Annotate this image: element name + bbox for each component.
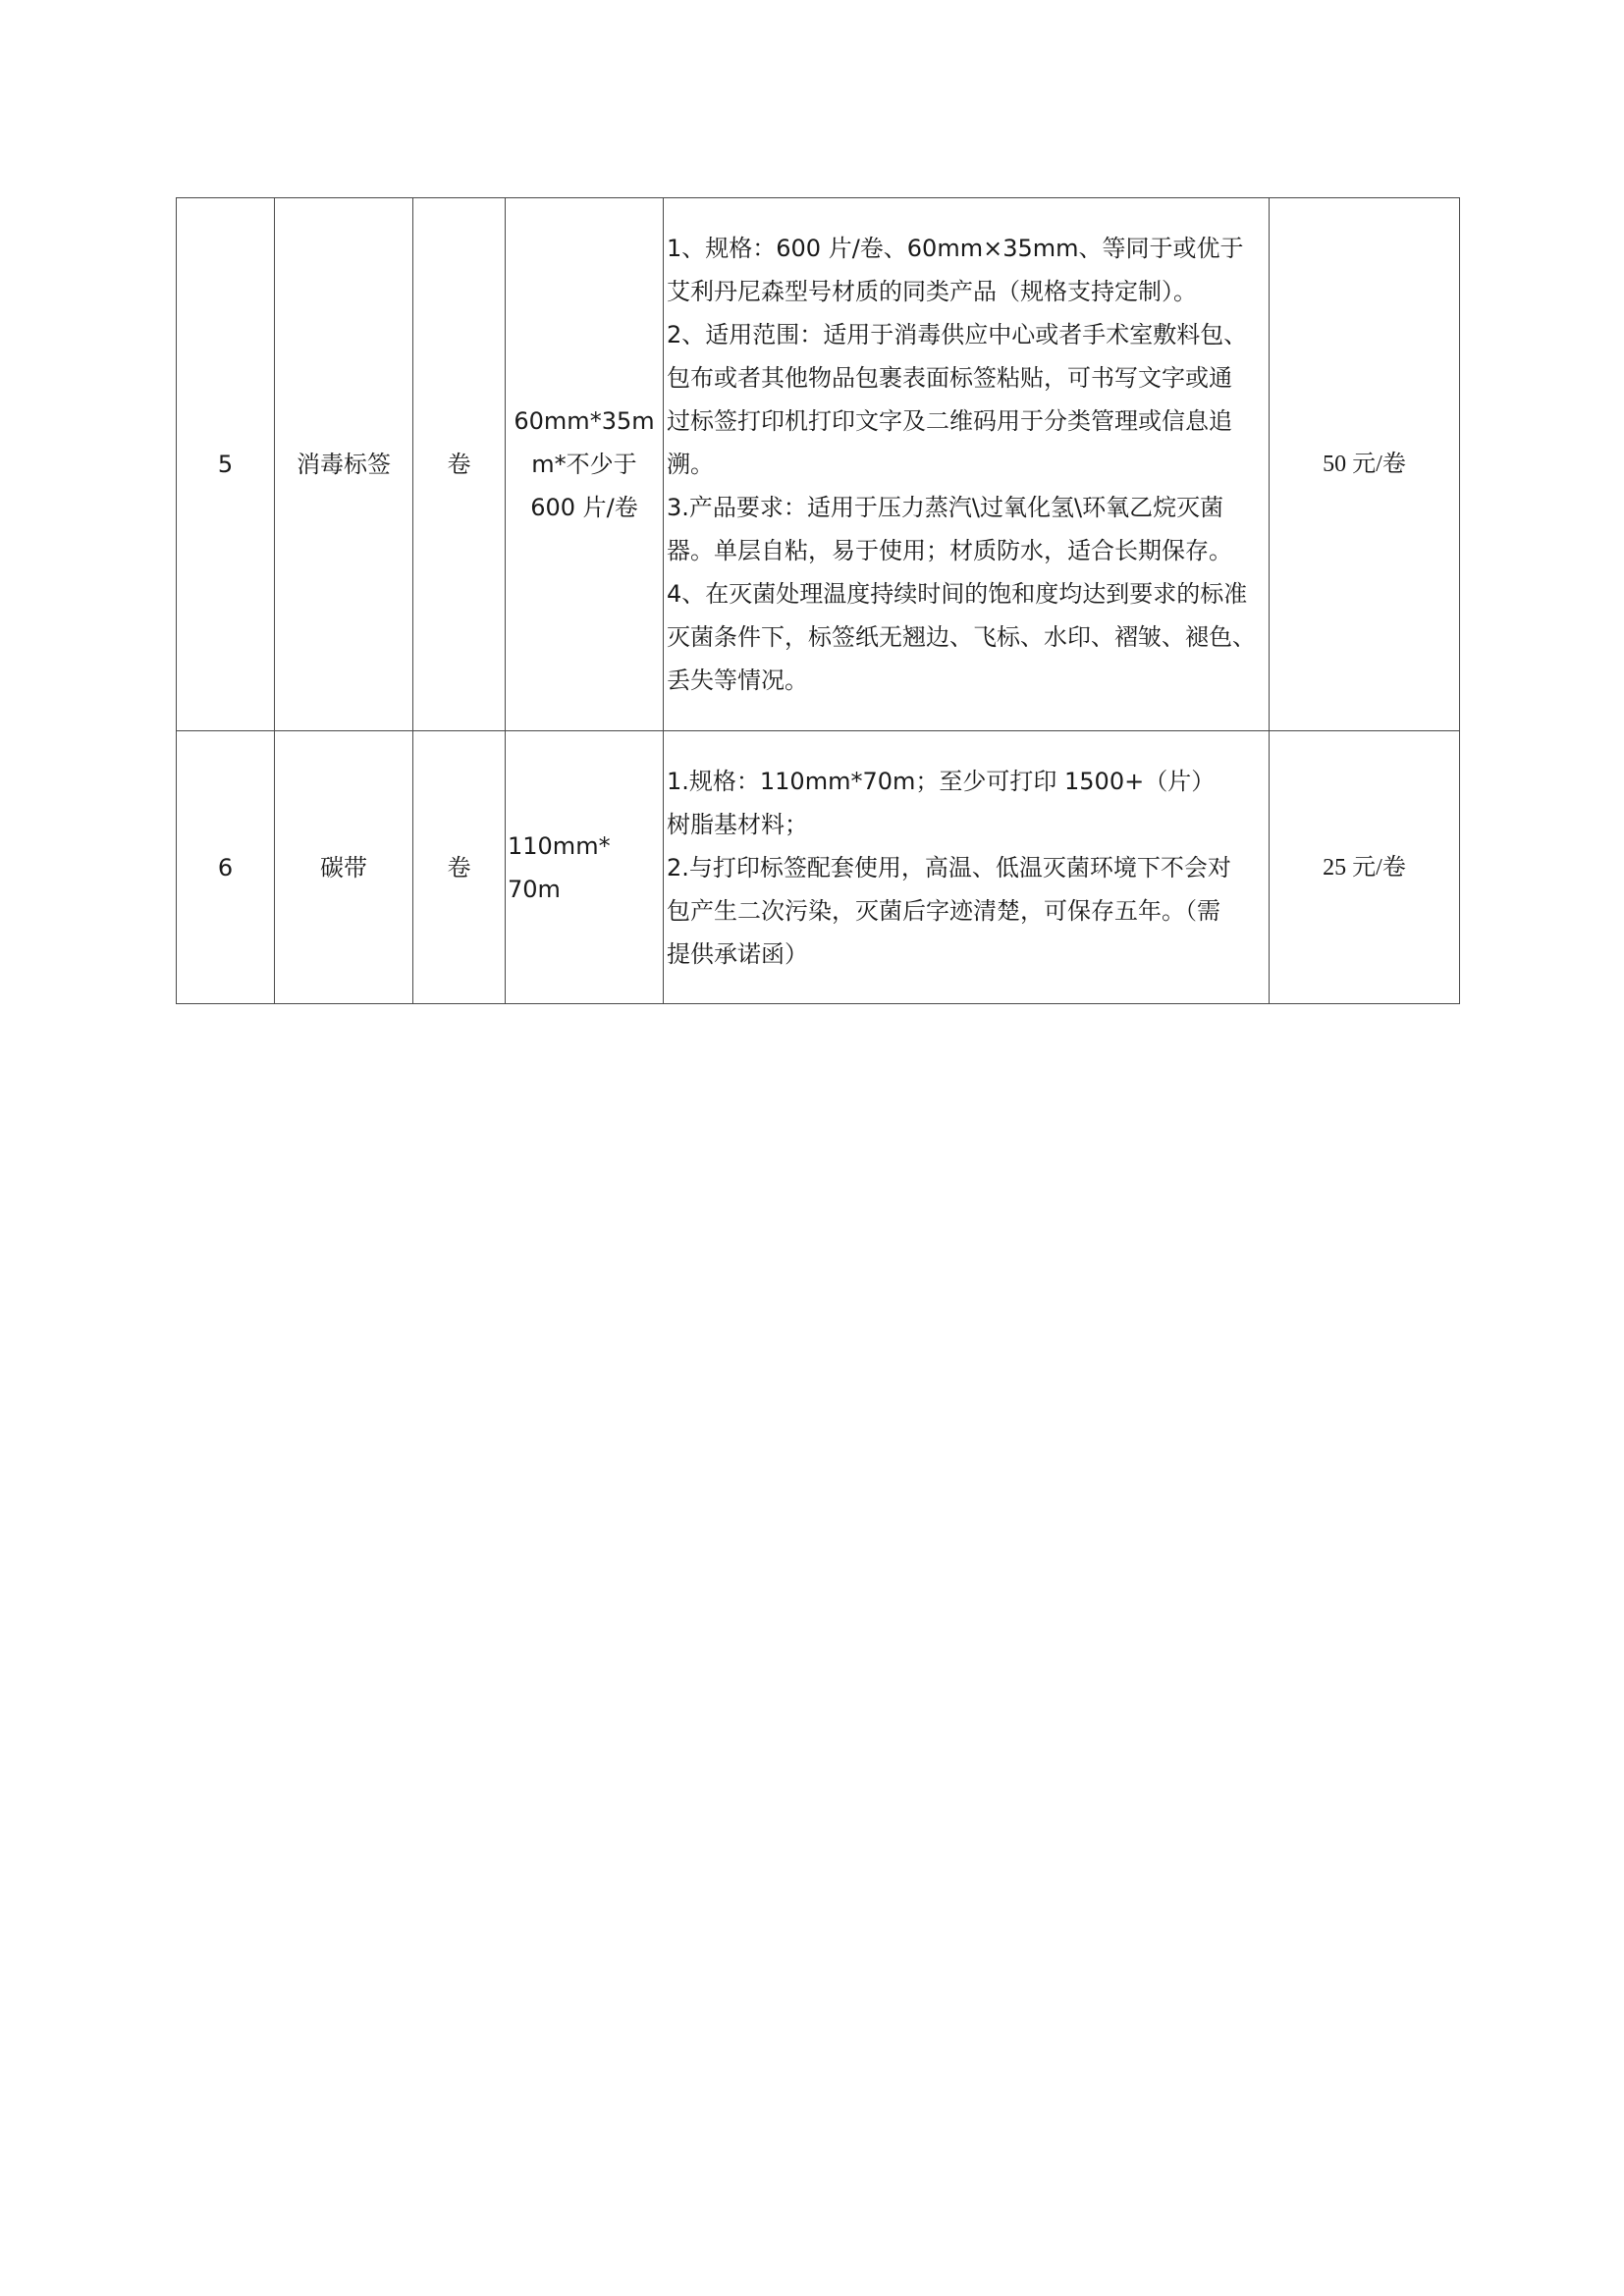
description-line: 包布或者其他物品包裹表面标签粘贴，可书写文字或通 — [667, 364, 1232, 392]
description-line: 灭菌条件下，标签纸无翘边、飞标、水印、褶皱、褪色、 — [667, 623, 1256, 651]
product-spec-table — [176, 197, 1460, 1004]
row-number-cell: 6 — [177, 731, 275, 1004]
description-line: 包产生二次污染，灭菌后字迹清楚，可保存五年。（需 — [667, 896, 1220, 925]
description-line: 器。单层自粘，易于使用；材质防水，适合长期保存。 — [667, 537, 1232, 564]
table-row — [177, 731, 1460, 1004]
description-line: 4、在灭菌处理温度持续时间的饱和度均达到要求的标准 — [667, 580, 1248, 608]
spec-line: 70m — [508, 875, 561, 903]
table-row — [177, 198, 1460, 731]
product-name-cell: 消毒标签 — [275, 198, 413, 731]
spec-cell — [506, 198, 664, 731]
description-line: 提供承诺函） — [667, 939, 808, 968]
spec-line: 60mm*35m — [514, 407, 655, 435]
description-line: 3.产品要求：适用于压力蒸汽\过氧化氢\环氧乙烷灭菌 — [667, 494, 1224, 521]
description-line: 溯。 — [667, 451, 714, 478]
description-line: 树脂基材料； — [667, 810, 808, 838]
description-cell — [664, 198, 1270, 731]
spec-cell — [506, 731, 664, 1004]
description-line: 1.规格：110mm*70m；至少可打印 1500+（片） — [667, 767, 1216, 795]
product-name-cell: 碳带 — [275, 731, 413, 1004]
unit-cell: 卷 — [413, 731, 506, 1004]
description-line: 2.与打印标签配套使用，高温、低温灭菌环境下不会对 — [667, 853, 1231, 881]
description-cell — [664, 731, 1270, 1004]
unit-cell: 卷 — [413, 198, 506, 731]
description-line: 丢失等情况。 — [667, 667, 808, 694]
spec-line: m*不少于 — [531, 451, 637, 478]
description-line: 过标签打印机打印文字及二维码用于分类管理或信息追 — [667, 407, 1232, 435]
row-number-cell: 5 — [177, 198, 275, 731]
price-cell: 25 元/卷 — [1270, 731, 1460, 1004]
description-line: 2、适用范围：适用于消毒供应中心或者手术室敷料包、 — [667, 321, 1248, 348]
spec-line: 600 片/卷 — [530, 494, 638, 521]
description-line: 1、规格：600 片/卷、60mm×35mm、等同于或优于 — [667, 235, 1244, 262]
price-cell: 50 元/卷 — [1270, 198, 1460, 731]
description-line: 艾利丹尼森型号材质的同类产品（规格支持定制）。 — [667, 278, 1197, 305]
spec-line: 110mm* — [508, 831, 611, 860]
